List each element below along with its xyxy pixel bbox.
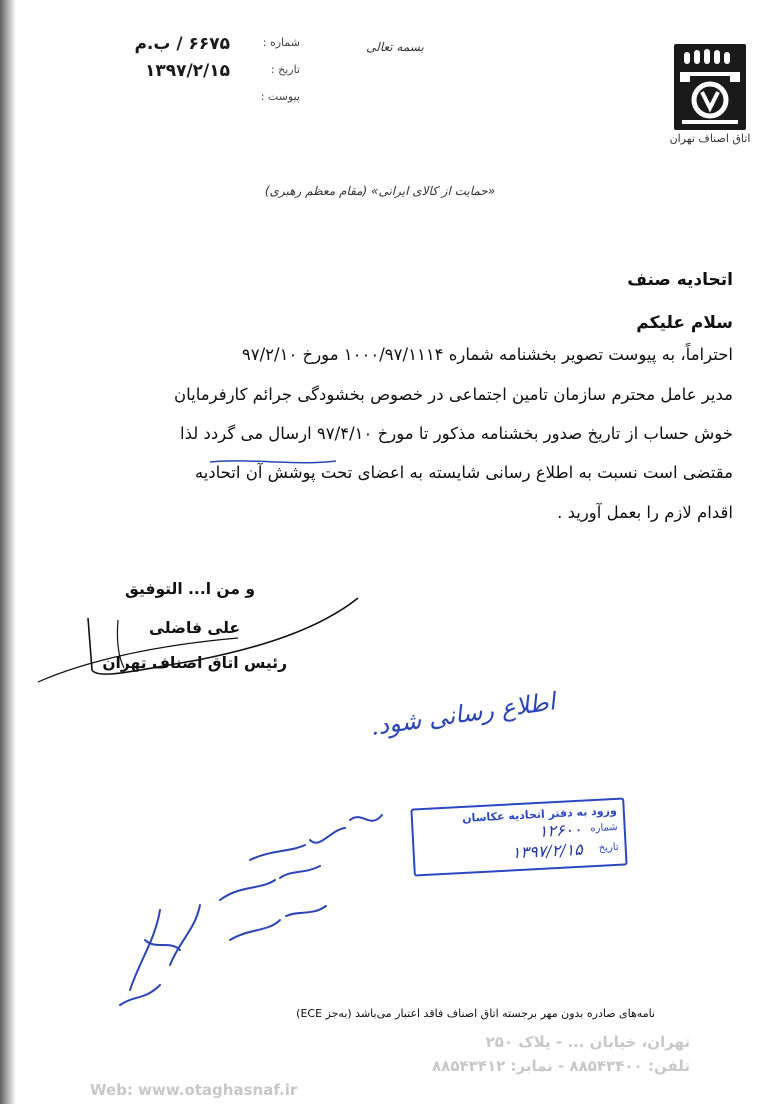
stamp-date-label: تاریخ	[598, 841, 619, 854]
invocation-text: بسمه تعالی	[366, 40, 424, 54]
signer-title: رئیس اتاق اصناف تهران	[102, 654, 287, 672]
body-line: مدیر عامل محترم سازمان تامین اجتماعی در خصوص بخشودگی جرائم کارفرمایان	[173, 385, 733, 404]
referral-scribbles-icon	[100, 790, 400, 1020]
signer-name: علی فاضلی	[149, 619, 240, 637]
stamp-number-value: ۱۲۶۰۰	[538, 819, 583, 841]
body-line: خوش حساب از تاریخ صدور بخشنامه مذکور تا مورخ ۹۷/۴/۱۰ ارسال می گردد لذا	[180, 424, 733, 443]
receipt-stamp	[410, 797, 627, 876]
body-line: احتراماً، به پیوست تصویر بخشنامه شماره ۱۰۰۰/۹۷/۱۱۱۴ مورخ ۹۷/۲/۱۰	[241, 345, 733, 364]
signature-icon	[28, 590, 368, 700]
number-label: شماره :	[262, 36, 300, 49]
closing-phrase: و من ا... التوفیق	[125, 580, 255, 598]
footer-phone: تلفن: ۸۸۵۴۳۴۰۰ - نمابر: ۸۸۵۴۳۴۱۲	[432, 1057, 690, 1075]
footer-disclaimer: نامه‌های صادره بدون مهر برجسته اتاق اصناف فاقد اعتبار می‌باشد (به‌جز ECE)	[296, 1007, 655, 1020]
greeting-heading: سلام علیکم	[636, 313, 733, 333]
attachment-label: پیوست :	[260, 90, 300, 103]
stamp-title: ورود به دفتر اتحادیه عکاسان	[461, 803, 618, 825]
stamp-date-value: ۱۳۹۷/۲/۱۵	[511, 839, 584, 863]
scan-edge-shadow	[0, 0, 16, 1104]
body-line: مقتضی است نسبت به اطلاع رسانی شایسته به اعضای تحت پوشش آن اتحادیه	[194, 463, 733, 482]
body-line: اقدام لازم را بعمل آورید .	[557, 503, 733, 522]
footer-contact-block	[90, 1030, 690, 1104]
logo-caption: اتاق اصناف تهران	[669, 132, 751, 145]
footer-address: تهران، خیابان ... - پلاک ۲۵۰	[485, 1033, 690, 1051]
chamber-logo-icon	[672, 42, 748, 132]
number-value: ۶۶۷۵ / ب.م	[134, 34, 230, 54]
letter-metadata	[62, 34, 300, 114]
pen-underline-mark	[208, 456, 338, 470]
stamp-number-label: شماره	[590, 821, 618, 835]
handwritten-note: اطلاع رسانی شود.	[368, 687, 557, 741]
date-label: تاریخ :	[270, 63, 300, 76]
footer-website: Web: www.otaghasnaf.ir	[90, 1081, 298, 1099]
slogan-text: «حمایت از کالای ایرانی» (مقام معظم رهبری)	[264, 184, 496, 198]
recipient-heading: اتحادیه صنف	[627, 270, 733, 290]
date-value: ۱۳۹۷/۲/۱۵	[144, 61, 230, 81]
